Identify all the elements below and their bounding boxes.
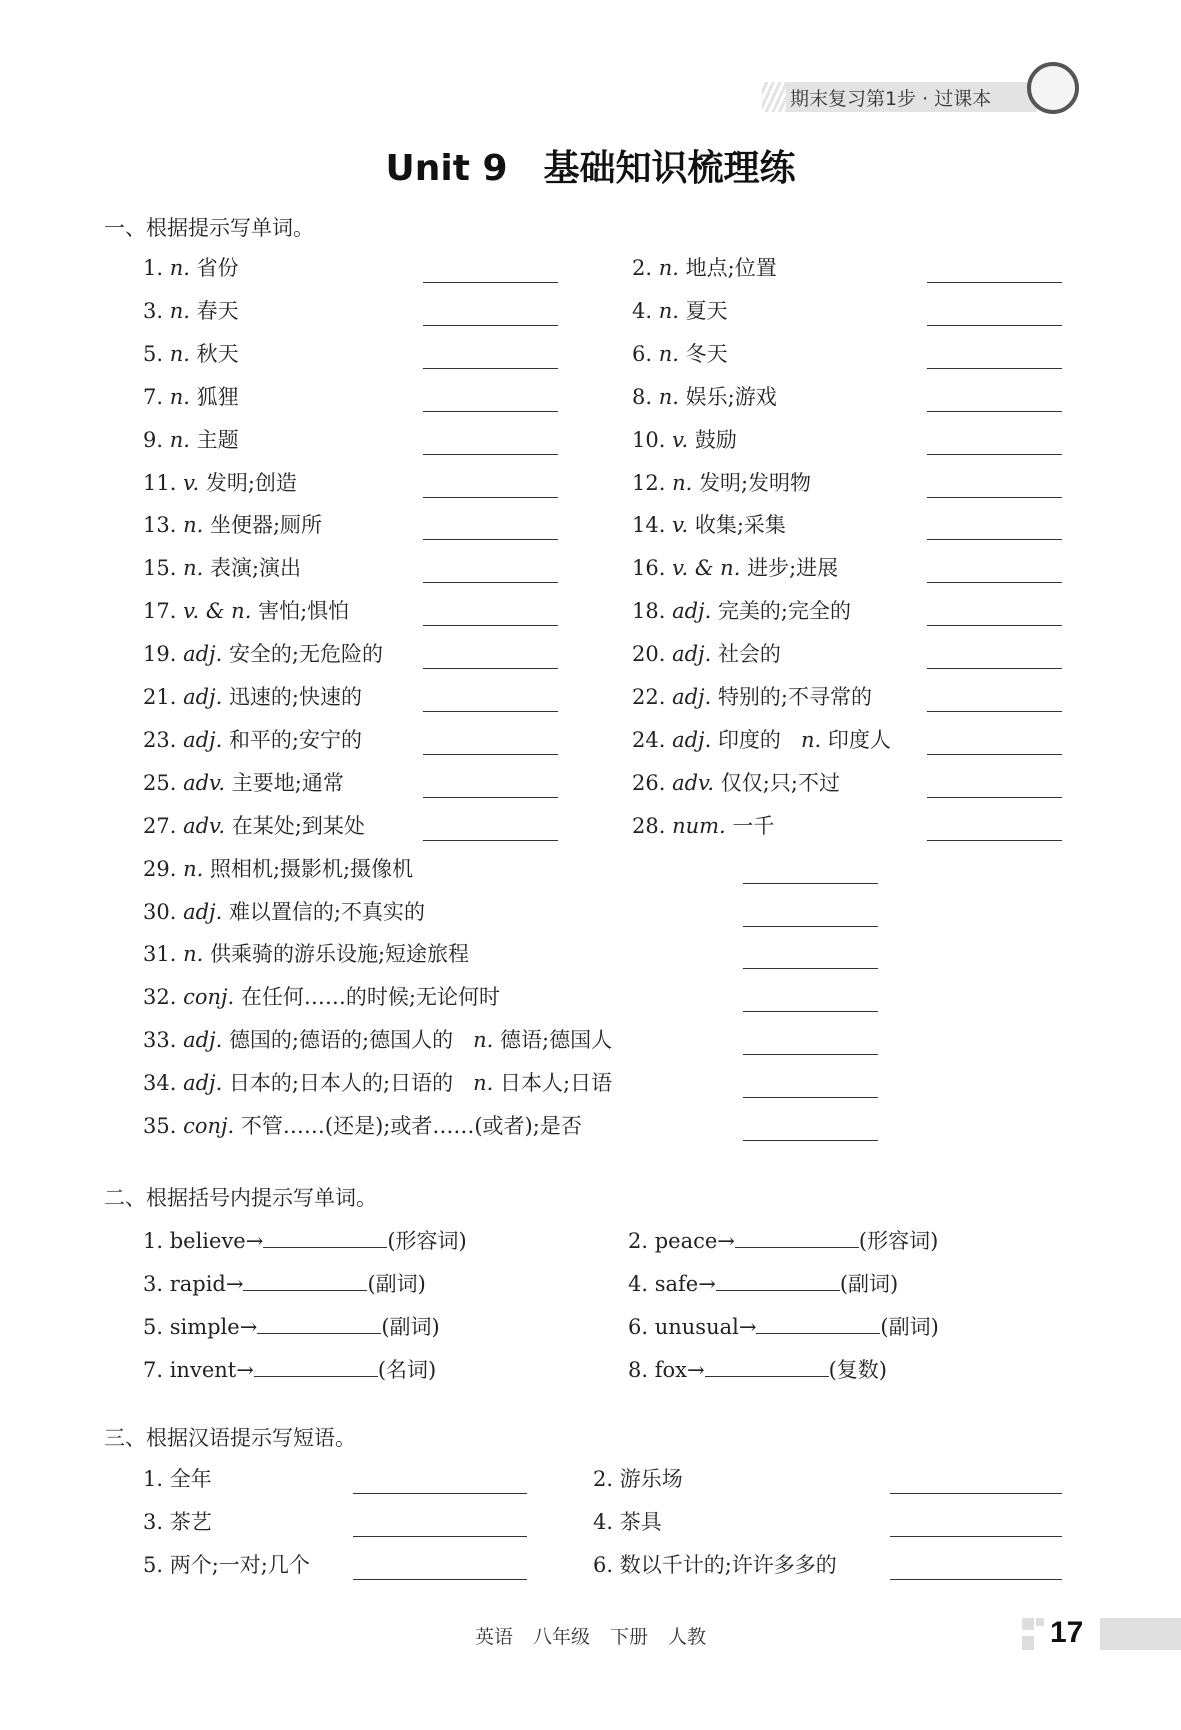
item-meaning: 2. 游乐场 <box>593 1467 683 1491</box>
header-stripes <box>762 82 786 112</box>
item-meaning: 冬天 <box>685 341 728 366</box>
item-number: 19. <box>143 642 177 667</box>
part-of-speech: adj. <box>672 642 712 667</box>
answer-blank[interactable] <box>423 754 558 755</box>
part-of-speech: adv. <box>672 770 715 795</box>
answer-blank[interactable] <box>743 926 878 927</box>
word-item <box>143 426 239 454</box>
item-meaning: 照相机;摄影机;摄像机 <box>209 856 414 881</box>
answer-blank[interactable] <box>743 1054 878 1055</box>
item-meaning: 鼓励 <box>694 427 737 452</box>
conversion-item <box>143 1311 440 1341</box>
answer-blank[interactable] <box>353 1536 527 1537</box>
item-number: 15. <box>143 556 177 581</box>
part-of-speech: n. <box>658 341 679 366</box>
item-hint: (名词) <box>377 1357 437 1382</box>
item-meaning: 供乘骑的游乐设施;短途旅程 <box>209 942 470 967</box>
item-meaning: 日本的;日本人的;日语的 <box>228 1071 454 1096</box>
item-number: 9. <box>143 427 164 452</box>
word-item <box>632 683 872 711</box>
answer-blank[interactable] <box>927 454 1062 455</box>
answer-blank[interactable] <box>890 1536 1062 1537</box>
item-meaning: 不管……(还是);或者……(或者);是否 <box>240 1114 582 1138</box>
answer-blank[interactable] <box>927 668 1062 669</box>
part-of-speech: n. <box>183 942 204 967</box>
item-meaning: 难以置信的;不真实的 <box>228 899 426 924</box>
answer-blank[interactable] <box>257 1311 381 1334</box>
word-item <box>143 383 239 411</box>
answer-blank[interactable] <box>423 582 558 583</box>
part-of-speech: n. <box>473 1028 494 1053</box>
answer-blank[interactable] <box>756 1311 880 1334</box>
item-meaning: 发明;发明物 <box>698 470 812 495</box>
part-of-speech: v. <box>672 427 689 452</box>
word-item <box>143 812 365 840</box>
item-meaning: 仅仅;只;不过 <box>720 770 840 795</box>
item-hint: (形容词) <box>387 1229 467 1253</box>
item-meaning: 完美的;完全的 <box>717 599 852 624</box>
item-prompt: 8. fox→ <box>628 1357 705 1382</box>
item-meaning: 3. 茶艺 <box>143 1509 212 1534</box>
item-meaning: 迅速的;快速的 <box>228 685 363 709</box>
answer-blank[interactable] <box>423 539 558 540</box>
item-meaning: 收集;采集 <box>694 513 786 538</box>
answer-blank[interactable] <box>263 1225 387 1248</box>
answer-blank[interactable] <box>743 1097 878 1098</box>
part-of-speech: n. <box>169 384 190 409</box>
word-item <box>143 726 362 754</box>
word-item <box>143 983 500 1011</box>
part-of-speech: adv. <box>183 813 226 838</box>
item-meaning: 地点;位置 <box>685 256 777 280</box>
answer-blank[interactable] <box>353 1579 527 1580</box>
word-item <box>143 640 383 668</box>
word-item <box>143 855 413 883</box>
word-item <box>143 254 239 282</box>
part-of-speech: v. <box>672 513 689 538</box>
word-item <box>632 597 851 625</box>
item-number: 3. <box>143 298 164 323</box>
item-number: 29. <box>143 856 177 881</box>
item-meaning: 夏天 <box>685 298 728 323</box>
conversion-item <box>143 1225 467 1255</box>
item-number: 5. <box>143 341 164 366</box>
item-number: 12. <box>632 470 666 495</box>
item-hint: (副词) <box>367 1271 426 1296</box>
answer-blank[interactable] <box>927 840 1062 841</box>
item-number: 2. <box>632 256 653 280</box>
page-deco <box>1022 1618 1034 1630</box>
word-item <box>632 812 774 840</box>
item-number: 14. <box>632 513 666 538</box>
word-item <box>632 511 786 539</box>
word-item <box>143 1026 612 1054</box>
item-meaning: 日本人;日语 <box>500 1071 613 1096</box>
answer-blank[interactable] <box>423 625 558 626</box>
item-meaning: 主要地;通常 <box>231 770 344 795</box>
word-item <box>143 469 297 497</box>
item-number: 35. <box>143 1114 177 1138</box>
item-number: 7. <box>143 384 164 409</box>
item-prompt: 1. believe→ <box>143 1229 264 1253</box>
item-meaning: 1. 全年 <box>143 1467 212 1491</box>
answer-blank[interactable] <box>743 883 878 884</box>
answer-blank[interactable] <box>927 497 1062 498</box>
word-item <box>632 554 838 582</box>
part-of-speech: v. & n. <box>183 599 252 624</box>
answer-blank[interactable] <box>243 1268 367 1291</box>
item-hint: (副词) <box>880 1314 939 1339</box>
answer-blank[interactable] <box>423 840 558 841</box>
section2-heading: 二、根据括号内提示写单词。 <box>104 1186 377 1210</box>
item-meaning: 印度的 <box>717 727 781 752</box>
answer-blank[interactable] <box>423 711 558 712</box>
item-hint: (副词) <box>381 1314 440 1339</box>
item-number: 10. <box>632 427 666 452</box>
part-of-speech: n. <box>658 384 679 409</box>
part-of-speech: n. <box>800 727 822 752</box>
part-of-speech: n. <box>169 427 190 452</box>
word-item <box>632 726 891 754</box>
item-number: 13. <box>143 513 177 538</box>
part-of-speech: n. <box>183 556 204 581</box>
item-hint: (副词) <box>839 1271 899 1296</box>
conversion-item <box>143 1354 436 1384</box>
item-meaning: 春天 <box>196 298 239 323</box>
part-of-speech: n. <box>169 256 190 280</box>
page-title: Unit 9 基础知识梳理练 <box>385 148 796 189</box>
item-hint: (形容词) <box>858 1229 939 1253</box>
answer-blank[interactable] <box>716 1268 840 1291</box>
answer-blank[interactable] <box>423 368 558 369</box>
part-of-speech: n. <box>658 256 679 280</box>
item-meaning: 害怕;惧怕 <box>258 599 350 624</box>
answer-blank[interactable] <box>890 1493 1062 1494</box>
item-meaning: 在任何……的时候;无论何时 <box>240 985 500 1010</box>
item-meaning: 4. 茶具 <box>593 1509 662 1534</box>
answer-blank[interactable] <box>743 1140 878 1141</box>
item-meaning: 娱乐;游戏 <box>685 384 777 409</box>
answer-blank[interactable] <box>927 711 1062 712</box>
item-prompt: 2. peace→ <box>628 1229 735 1253</box>
item-number: 27. <box>143 813 177 838</box>
part-of-speech: adj. <box>183 899 223 924</box>
item-number: 31. <box>143 942 177 967</box>
word-item <box>632 383 777 411</box>
word-item <box>632 640 781 668</box>
item-number: 21. <box>143 685 177 709</box>
answer-blank[interactable] <box>927 625 1062 626</box>
item-prompt: 5. simple→ <box>143 1314 258 1339</box>
word-item <box>143 769 344 797</box>
item-number: 34. <box>143 1071 177 1096</box>
page-deco <box>1036 1618 1044 1626</box>
item-meaning: 一千 <box>732 813 775 838</box>
item-number: 28. <box>632 813 666 838</box>
item-meaning: 进步;进展 <box>747 556 839 581</box>
answer-blank[interactable] <box>743 968 878 969</box>
item-meaning: 狐狸 <box>196 384 239 409</box>
conversion-item <box>628 1354 887 1384</box>
item-number: 16. <box>632 556 666 581</box>
answer-blank[interactable] <box>927 797 1062 798</box>
part-of-speech: adj. <box>183 727 223 752</box>
answer-blank[interactable] <box>423 325 558 326</box>
conversion-item <box>143 1268 426 1298</box>
answer-blank[interactable] <box>890 1579 1062 1580</box>
item-meaning: 印度人 <box>827 727 891 752</box>
item-prompt: 3. rapid→ <box>143 1271 244 1296</box>
page-band <box>1100 1618 1181 1650</box>
item-hint: (复数) <box>828 1357 887 1382</box>
part-of-speech: num. <box>672 813 726 838</box>
item-number: 30. <box>143 899 177 924</box>
word-item <box>632 769 840 797</box>
word-item <box>143 1069 612 1097</box>
publisher-logo <box>1027 62 1079 114</box>
item-number: 25. <box>143 770 177 795</box>
page-number: 17 <box>1050 1616 1084 1649</box>
item-meaning: 安全的;无危险的 <box>228 642 384 667</box>
answer-blank[interactable] <box>927 368 1062 369</box>
answer-blank[interactable] <box>423 454 558 455</box>
answer-blank[interactable] <box>735 1225 859 1248</box>
word-item <box>632 254 777 282</box>
section1-heading: 一、根据提示写单词。 <box>104 216 314 240</box>
word-item <box>632 426 737 454</box>
word-item <box>143 511 322 539</box>
part-of-speech: n. <box>473 1071 494 1096</box>
part-of-speech: n. <box>183 513 204 538</box>
item-meaning: 主题 <box>196 427 239 452</box>
word-item <box>632 469 811 497</box>
item-meaning: 和平的;安宁的 <box>228 727 363 752</box>
answer-blank[interactable] <box>423 797 558 798</box>
item-number: 4. <box>632 298 653 323</box>
item-number: 32. <box>143 985 177 1010</box>
item-prompt: 4. safe→ <box>628 1271 716 1296</box>
item-meaning: 表演;演出 <box>209 556 302 581</box>
section3-heading: 三、根据汉语提示写短语。 <box>104 1426 356 1450</box>
item-meaning: 坐便器;厕所 <box>209 513 323 538</box>
word-item <box>143 683 362 711</box>
item-meaning: 德语;德国人 <box>500 1028 613 1053</box>
part-of-speech: conj. <box>183 1114 235 1138</box>
phrase-item <box>593 1465 683 1493</box>
item-number: 23. <box>143 727 177 752</box>
item-meaning: 5. 两个;一对;几个 <box>143 1552 310 1577</box>
item-number: 1. <box>143 256 164 280</box>
answer-blank[interactable] <box>423 668 558 669</box>
phrase-item <box>143 1465 212 1493</box>
word-item <box>143 340 239 368</box>
item-meaning: 特别的;不寻常的 <box>717 685 873 709</box>
item-meaning: 社会的 <box>717 642 781 667</box>
answer-blank[interactable] <box>423 411 558 412</box>
part-of-speech: adj. <box>183 1071 223 1096</box>
answer-blank[interactable] <box>423 497 558 498</box>
answer-blank[interactable] <box>705 1354 829 1377</box>
answer-blank[interactable] <box>927 411 1062 412</box>
word-item <box>632 340 728 368</box>
item-number: 6. <box>632 341 653 366</box>
word-item <box>143 554 301 582</box>
item-meaning: 省份 <box>196 256 239 280</box>
item-number: 20. <box>632 642 666 667</box>
part-of-speech: adj. <box>672 727 712 752</box>
part-of-speech: n. <box>183 856 204 881</box>
footer-label: 英语 八年级 下册 人教 <box>474 1626 707 1648</box>
conversion-item <box>628 1225 938 1255</box>
word-item <box>143 898 425 926</box>
part-of-speech: adj. <box>183 1028 223 1053</box>
item-prompt: 6. unusual→ <box>628 1314 757 1339</box>
part-of-speech: adj. <box>672 599 712 624</box>
series-label: 期末复习第1步 · 过课本 <box>790 88 992 110</box>
word-item <box>143 1112 582 1140</box>
answer-blank[interactable] <box>254 1354 378 1377</box>
part-of-speech: adj. <box>672 685 712 709</box>
answer-blank[interactable] <box>927 754 1062 755</box>
item-number: 17. <box>143 599 177 624</box>
part-of-speech: n. <box>169 341 190 366</box>
part-of-speech: adv. <box>183 770 226 795</box>
item-meaning: 秋天 <box>196 341 239 366</box>
phrase-item <box>143 1508 212 1536</box>
item-meaning: 德国的;德语的;德国人的 <box>228 1028 454 1053</box>
item-number: 8. <box>632 384 653 409</box>
item-meaning: 在某处;到某处 <box>231 813 365 838</box>
word-item <box>143 297 239 325</box>
answer-blank[interactable] <box>423 282 558 283</box>
conversion-item <box>628 1311 939 1341</box>
part-of-speech: v. <box>183 470 200 495</box>
part-of-speech: adj. <box>183 685 223 709</box>
item-number: 18. <box>632 599 666 624</box>
part-of-speech: v. & n. <box>672 556 741 581</box>
answer-blank[interactable] <box>927 325 1062 326</box>
phrase-item <box>143 1551 310 1579</box>
word-item <box>632 297 728 325</box>
item-meaning: 发明;创造 <box>205 470 297 495</box>
item-number: 22. <box>632 685 666 709</box>
item-meaning: 6. 数以千计的;许许多多的 <box>593 1552 837 1577</box>
word-item <box>143 940 469 968</box>
part-of-speech: conj. <box>183 985 235 1010</box>
answer-blank[interactable] <box>927 539 1062 540</box>
answer-blank[interactable] <box>927 282 1062 283</box>
word-item <box>143 597 349 625</box>
page-deco <box>1022 1636 1034 1650</box>
part-of-speech: n. <box>169 298 190 323</box>
phrase-item <box>593 1508 662 1536</box>
item-number: 33. <box>143 1028 177 1053</box>
part-of-speech: n. <box>658 298 679 323</box>
answer-blank[interactable] <box>743 1011 878 1012</box>
conversion-item <box>628 1268 898 1298</box>
part-of-speech: n. <box>672 470 693 495</box>
item-number: 24. <box>632 727 666 752</box>
answer-blank[interactable] <box>353 1493 527 1494</box>
answer-blank[interactable] <box>927 582 1062 583</box>
part-of-speech: adj. <box>183 642 223 667</box>
item-number: 11. <box>143 470 177 495</box>
item-prompt: 7. invent→ <box>143 1357 254 1382</box>
item-number: 26. <box>632 770 666 795</box>
phrase-item <box>593 1551 837 1579</box>
